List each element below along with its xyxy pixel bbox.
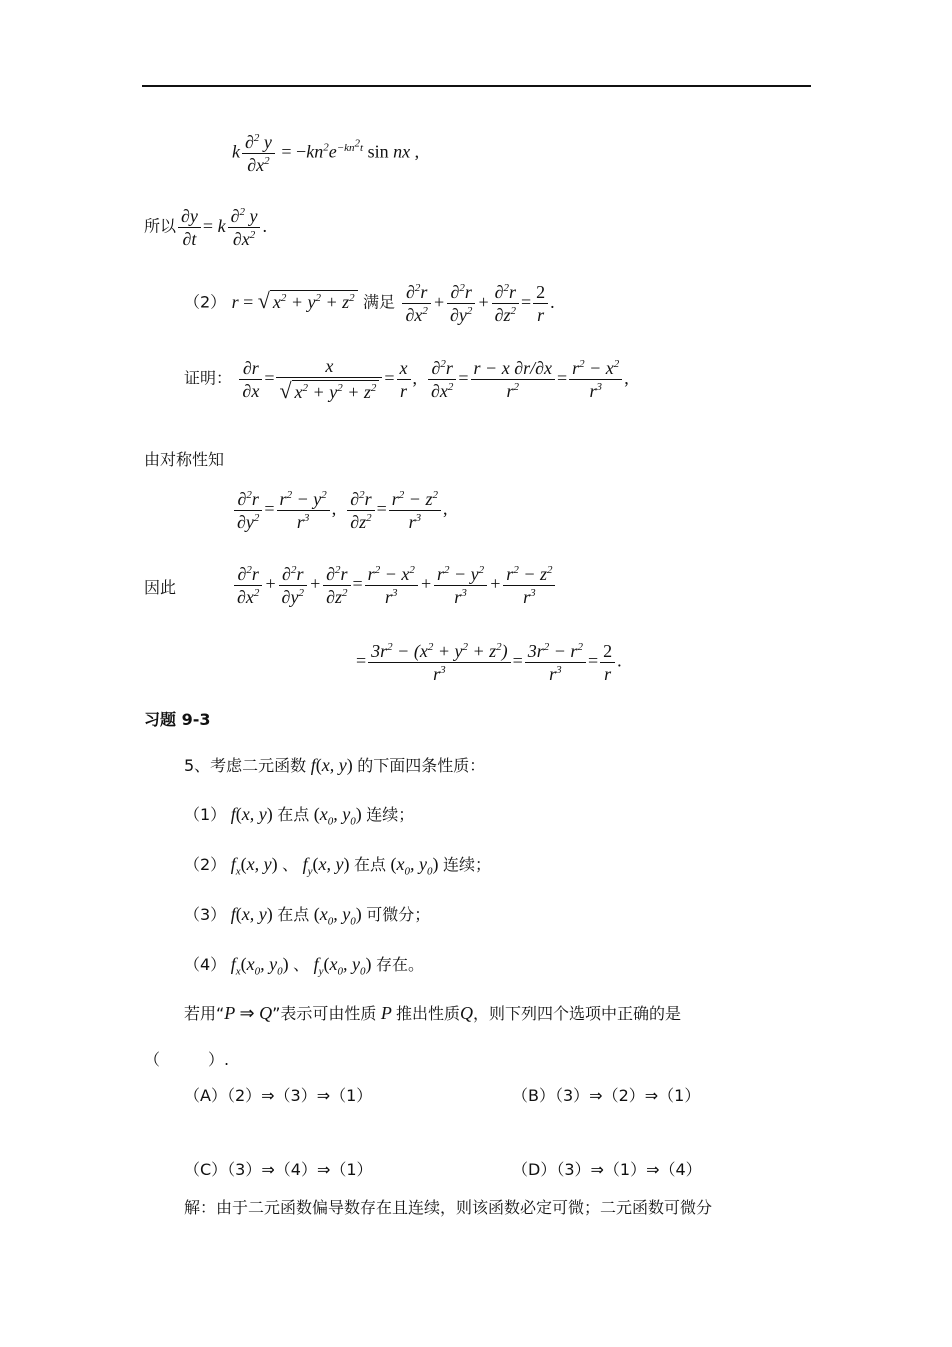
label-p2: （2） xyxy=(184,855,227,874)
text-q-use-a: 若用“ xyxy=(184,1004,225,1023)
text-suoyi: 所以 xyxy=(144,216,177,236)
text-q-use-c: 推出性质 xyxy=(396,1004,461,1023)
text-p3: 在点 xyxy=(277,905,310,924)
label-proof: 证明： xyxy=(184,368,233,388)
equation-sum: $\frac{\partial^2r}{\partial x^2}$ + $\frac{\partial^2r}{\partial y^2}$ + $\frac{\partial^2r}{\partial z^2}$ = $\frac{r^2 - x^2}{r^3}$ + $\frac{r^2 - y^2}{r^3}$ + $\frac{r^2 - z^2}{r^3}$ xyxy=(232,565,557,606)
label-p4: （4） xyxy=(184,955,227,974)
label-p1: （1） xyxy=(184,805,227,824)
text-p3-tail: 可微分； xyxy=(366,905,431,924)
text-p2-sep: 、 xyxy=(282,855,299,874)
answer-blank: （ ）. xyxy=(144,1050,230,1069)
text-q5-intro: 5、考虑二元函数 xyxy=(184,756,307,775)
text-q-use-d: ，则下列四个选项中正确的是 xyxy=(473,1004,682,1023)
property-1: （1） f(x, y) 在点 ($x_0$, $y_0$) 连续； xyxy=(184,804,415,828)
option-b: （B）（3）⇒（2）⇒（1） xyxy=(512,1086,701,1105)
text-p1-tail: 连续； xyxy=(366,805,415,824)
text-manzu: 满足 xyxy=(363,292,396,312)
question-sentence: 若用“P ⇒ Q”表示可由性质 P 推出性质Q，则下列四个选项中正确的是 xyxy=(184,1003,682,1023)
option-a: （A）（2）⇒（3）⇒（1） xyxy=(184,1086,373,1105)
text-symmetry: 由对称性知 xyxy=(144,450,225,469)
text-q5-intro-tail: 的下面四条性质： xyxy=(357,756,486,775)
question-intro: 5、考虑二元函数 f(x, y) 的下面四条性质： xyxy=(184,755,486,775)
equation-proof: 证明： $\frac{\partial r}{\partial x}$ = $\frac{x}{√ x^2 + y^2 + z^2}$ = $\frac{x}{r}$ , $\frac{\partial^2r}{\partial x^2}$ = $\frac{r - x \partial r/\partial x}{r^2}$ = $\frac{r^2 - x^2}{r^3}$ , xyxy=(184,356,629,403)
property-4: （4） $f_x(x_0$, $y_0$) 、 $f_y(x_0$, $y_0$) 存在。 xyxy=(184,954,425,978)
section-title: 习题 9-3 xyxy=(144,710,211,729)
option-c: （C）（3）⇒（4）⇒（1） xyxy=(184,1160,373,1179)
equation-result: = $\frac{3r^2 - (x^2 + y^2 + z^2)}{r^3}$ = $\frac{3r^2 - r^2}{r^3}$ = $\frac{2}{r}$ . xyxy=(356,641,622,684)
equation-line-1: k $\frac{\partial^2 y}{\partial x^2}$ = $-kn^2e^{-kn^2t}$ sin nx , xyxy=(232,132,420,175)
property-3: （3） f(x, y) 在点 ($x_0$, $y_0$) 可微分； xyxy=(184,904,431,928)
solution-text: 解：由于二元函数偏导数存在且连续，则该函数必定可微；二元函数可微分 xyxy=(184,1198,713,1217)
option-d: （D）（3）⇒（1）⇒（4） xyxy=(512,1160,702,1179)
text-q-use-b: ”表示可由性质 xyxy=(272,1004,377,1023)
equation-symmetric: $\frac{\partial^2r}{\partial y^2}$ = $\frac{r^2 - y^2}{r^3}$ , $\frac{\partial^2r}{\partial z^2}$ = $\frac{r^2 - z^2}{r^3}$ , xyxy=(232,490,447,531)
text-p2: 在点 xyxy=(353,855,386,874)
label-part2: （2） xyxy=(184,292,227,312)
text-p4-tail: 存在。 xyxy=(376,955,425,974)
equation-line-3: （2） r = √ $x^2 + y^2 + z^2$ 满足 $\frac{\partial^2r}{\partial x^2}$ + $\frac{\partial^2r}{\partial y^2}$ + $\frac{\partial^2r}{\partial z^2}$ = $\frac{2}{r}$ . xyxy=(184,282,555,325)
header-rule xyxy=(142,85,811,87)
text-therefore: 因此 xyxy=(144,578,177,597)
property-2: （2） $f_x(x$, y) 、 $f_y(x$, y) 在点 ($x_0$, $y_0$) 连续； xyxy=(184,854,492,878)
equation-line-2: 所以 $\frac{\partial y}{\partial t}$ = k $\frac{\partial^2 y}{\partial x^2}$ . xyxy=(144,206,267,249)
label-p3: （3） xyxy=(184,905,227,924)
text-p2-tail: 连续； xyxy=(443,855,492,874)
text-p1: 在点 xyxy=(277,805,310,824)
text-p4-sep: 、 xyxy=(293,955,310,974)
